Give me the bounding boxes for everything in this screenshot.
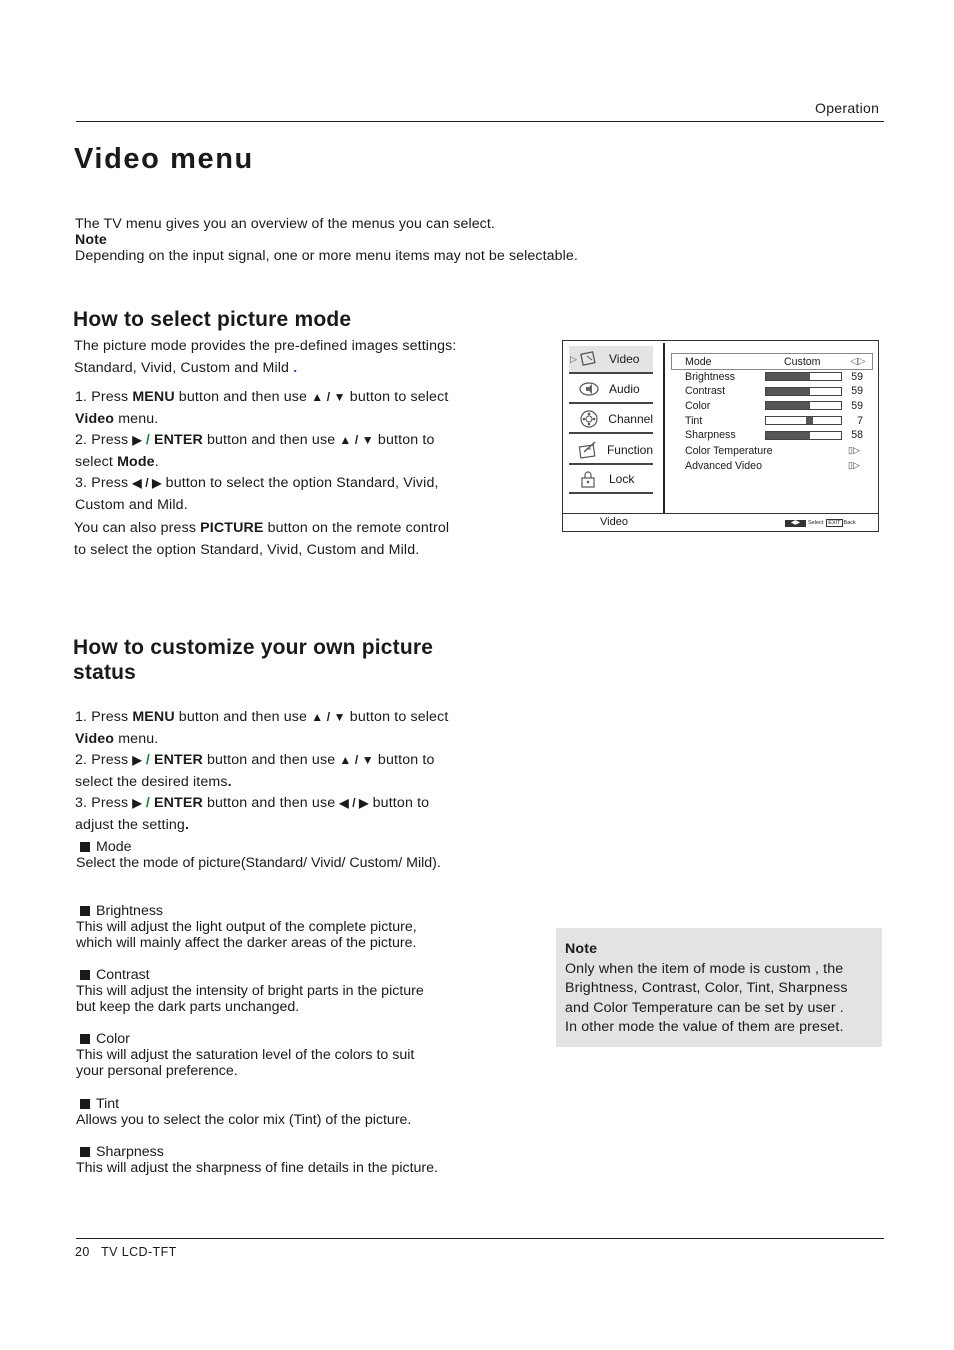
speaker-icon [577, 379, 601, 399]
tv-setting-fill [766, 388, 810, 395]
picture-key-note [74, 518, 514, 561]
tv-setting-label: Color [685, 399, 711, 412]
step-text: 2. Press [75, 432, 133, 448]
tv-setting-bar [765, 416, 842, 425]
step-text: button and then use [174, 389, 312, 405]
submenu-arrow-icon: ▯▷ [848, 445, 860, 455]
setting-title: Tint [96, 1096, 120, 1112]
right-arrow-icon: ▶ [132, 796, 142, 810]
tv-mode-label: Mode [685, 355, 712, 368]
channel-dial-icon [577, 409, 600, 429]
select-mode-description [74, 336, 514, 379]
step-text: button and then use [202, 432, 340, 448]
setting-title: Contrast [96, 967, 150, 983]
intro-text: The TV menu gives you an overview of the menus you can select. [75, 216, 495, 232]
tv-advanced-video-label: Advanced Video [685, 459, 762, 472]
tv-setting-label: Tint [685, 414, 703, 427]
tv-menu-illustration [562, 340, 879, 532]
square-bullet-icon [80, 1034, 90, 1044]
tv-setting-bar [765, 387, 842, 396]
tv-setting-value: 59 [851, 385, 863, 398]
setting-title: Sharpness [96, 1144, 164, 1160]
setting-brightness [76, 903, 536, 967]
tv-menu-item-lock [569, 466, 653, 494]
note-box-line: Only when the item of mode is custom , the [565, 960, 844, 977]
tv-setting-label: Contrast [685, 385, 726, 398]
step-text: button and then use [202, 795, 340, 811]
tv-footer-select: Select [808, 520, 824, 526]
step-text: 1. Press [75, 389, 133, 405]
header-rule [76, 121, 884, 122]
left-right-arrow-icon: ◀ / ▶ [339, 796, 369, 810]
setting-desc: Select the mode of picture(Standard/ Vivid/ Custom/ Mild). [76, 855, 441, 871]
lock-icon [577, 469, 601, 489]
tv-menu-item-label: Audio [609, 382, 640, 396]
step-text: adjust the setting [75, 816, 185, 833]
select-mode-heading: How to select picture mode [73, 308, 352, 331]
right-arrow-icon: ▶ [132, 433, 142, 447]
tv-setting-value: 59 [851, 399, 863, 412]
tv-setting-row [685, 428, 870, 443]
tv-setting-row [685, 413, 870, 428]
mode-label: Mode [117, 453, 155, 470]
select-mode-desc-line2: Standard, Vivid, Custom and Mild [74, 359, 290, 376]
video-label: Video [75, 410, 115, 427]
up-down-arrow-icon: ▲ / ▼ [339, 433, 374, 447]
step-text: 3. Press [75, 795, 133, 811]
tv-setting-label: Sharpness [685, 429, 736, 442]
tv-setting-fill [766, 373, 810, 380]
square-bullet-icon [80, 970, 90, 980]
enter-key-label: ENTER [154, 795, 203, 811]
step-text: select the desired items [75, 773, 228, 790]
tv-menu-item-channel [569, 406, 653, 434]
tv-menu-item-function [569, 437, 653, 465]
setting-tint [76, 1096, 536, 1144]
tv-footer-back: Back [843, 520, 856, 526]
square-bullet-icon [80, 842, 90, 852]
step-text: button to [373, 752, 435, 768]
tv-setting-fill [766, 432, 810, 439]
page-footer [75, 1245, 177, 1259]
slash-separator: / [141, 795, 155, 811]
intro-note-text: Depending on the input signal, one or more menu items may not be selectable. [75, 248, 578, 264]
up-down-arrow-icon: ▲ / ▼ [311, 710, 346, 724]
tv-menu-divider [663, 343, 665, 513]
slash-separator: / [141, 432, 155, 448]
function-tools-icon [577, 440, 599, 460]
step-text: Custom and Mild. [75, 496, 188, 513]
slash-separator: / [141, 752, 155, 768]
left-right-arrow-icon: ◀ / ▶ [132, 476, 162, 490]
submenu-arrow-icon: ▯▷ [848, 460, 860, 470]
step-text: 2. Press [75, 752, 133, 768]
setting-desc: This will adjust the saturation level of the colors to suit [76, 1047, 415, 1063]
header-section-label: Operation [815, 100, 880, 116]
cursor-triangle-icon: ▷ [570, 353, 577, 364]
enter-key-label: ENTER [154, 752, 203, 768]
tv-menu-item-label: Lock [609, 472, 635, 486]
tv-setting-row [685, 384, 870, 399]
exit-key-label: EXIT [828, 520, 841, 526]
up-down-arrow-icon: ▲ / ▼ [311, 390, 346, 404]
tv-advanced-video-row [685, 458, 870, 473]
select-mode-steps [75, 387, 515, 516]
tv-setting-bar [765, 372, 842, 381]
customize-heading [73, 635, 493, 685]
tv-setting-value: 7 [857, 414, 863, 427]
step-text: . [154, 453, 159, 470]
nav-keys-icon: ◀▶ [785, 520, 806, 527]
tv-setting-fill [766, 402, 810, 409]
setting-color [76, 1031, 536, 1096]
enter-key-label: ENTER [154, 432, 203, 448]
intro-note-label: Note [75, 232, 107, 248]
tv-setting-label: Brightness [685, 370, 736, 383]
setting-title: Mode [96, 839, 132, 855]
setting-title: Color [96, 1031, 130, 1047]
menu-key-label: MENU [132, 709, 175, 725]
tv-menu-item-label: Function [606, 443, 653, 457]
step-text: . [227, 773, 232, 790]
square-bullet-icon [80, 1147, 90, 1157]
tv-color-temp-label: Color Temperature [685, 444, 773, 457]
square-bullet-icon [80, 1099, 90, 1109]
note-box-line: In other mode the value of them are preset. [565, 1019, 844, 1035]
left-right-arrow-icon: ◁▷ [850, 356, 866, 367]
step-text: button on the remote control [263, 520, 450, 536]
note-box [556, 928, 882, 1047]
tv-color-temp-row [685, 443, 870, 458]
up-down-arrow-icon: ▲ / ▼ [339, 753, 374, 767]
step-text: button and then use [174, 709, 312, 725]
setting-descriptions [76, 839, 536, 1184]
menu-key-label: MENU [132, 389, 175, 405]
tv-setting-marker [806, 417, 813, 424]
tv-footer-title: Video [600, 516, 628, 528]
tv-footer-hints [785, 519, 856, 527]
setting-title: Brightness [96, 903, 164, 919]
setting-desc: which will mainly affect the darker areas of the picture. [76, 935, 417, 951]
video-label: Video [75, 730, 115, 747]
step-text: You can also press [74, 520, 201, 536]
customize-heading-line2: status [73, 661, 137, 684]
setting-sharpness [76, 1144, 536, 1184]
step-text: menu. [114, 410, 159, 427]
setting-desc: Allows you to select the color mix (Tint) of the picture. [76, 1112, 412, 1128]
note-box-line: Brightness, Contrast, Color, Tint, Sharpness [565, 980, 848, 996]
note-box-line: and Color Temperature can be set by user . [565, 999, 844, 1016]
video-icon [577, 349, 601, 369]
step-text: button to [368, 795, 430, 811]
page-title: Video menu [74, 143, 254, 175]
tv-mode-row [685, 354, 870, 369]
select-mode-desc-dot: . [293, 359, 298, 376]
footer-product: TV LCD-TFT [101, 1245, 177, 1259]
tv-menu-item-label: Channel [608, 412, 653, 426]
setting-desc: This will adjust the sharpness of fine details in the picture. [76, 1160, 438, 1176]
setting-desc: but keep the dark parts unchanged. [76, 999, 300, 1015]
tv-mode-value: Custom [784, 355, 821, 368]
customize-heading-line1: How to customize your own picture [73, 636, 434, 659]
step-text: select [75, 453, 118, 470]
square-bullet-icon [80, 906, 90, 916]
step-text: button to [373, 432, 435, 448]
step-text: menu. [114, 730, 159, 747]
tv-menu-item-label: Video [609, 352, 640, 366]
setting-contrast [76, 967, 536, 1031]
step-text: . [184, 816, 190, 833]
tv-menu-item-audio [569, 376, 653, 404]
tv-setting-bar [765, 401, 842, 410]
step-text: button to select [345, 709, 449, 725]
setting-desc: your personal preference. [76, 1063, 238, 1079]
step-text: to select the option Standard, Vivid, Custom and Mild. [74, 541, 420, 558]
tv-setting-value: 58 [851, 429, 863, 442]
note-box-label: Note [565, 941, 598, 957]
step-text: 3. Press [75, 475, 133, 491]
right-arrow-icon: ▶ [132, 753, 142, 767]
tv-setting-bar [765, 431, 842, 440]
page-number: 20 [75, 1245, 90, 1259]
setting-desc: This will adjust the intensity of bright parts in the picture [76, 983, 424, 999]
setting-mode [76, 839, 536, 903]
step-text: button and then use [202, 752, 340, 768]
select-mode-desc-line1: The picture mode provides the pre-defined images settings: [74, 338, 457, 354]
setting-desc: This will adjust the light output of the complete picture, [76, 919, 417, 935]
tv-setting-row [685, 369, 870, 384]
customize-steps [75, 707, 515, 836]
step-text: button to select [345, 389, 449, 405]
tv-setting-row [685, 398, 870, 413]
step-text: 1. Press [75, 709, 133, 725]
picture-key-label: PICTURE [200, 520, 264, 536]
intro-block [75, 216, 675, 264]
tv-setting-value: 59 [851, 370, 863, 383]
tv-menu-item-video [569, 346, 653, 374]
footer-rule [76, 1238, 884, 1239]
tv-footer-rule [563, 513, 878, 514]
step-text: button to select the option Standard, Vivid, [161, 475, 439, 491]
